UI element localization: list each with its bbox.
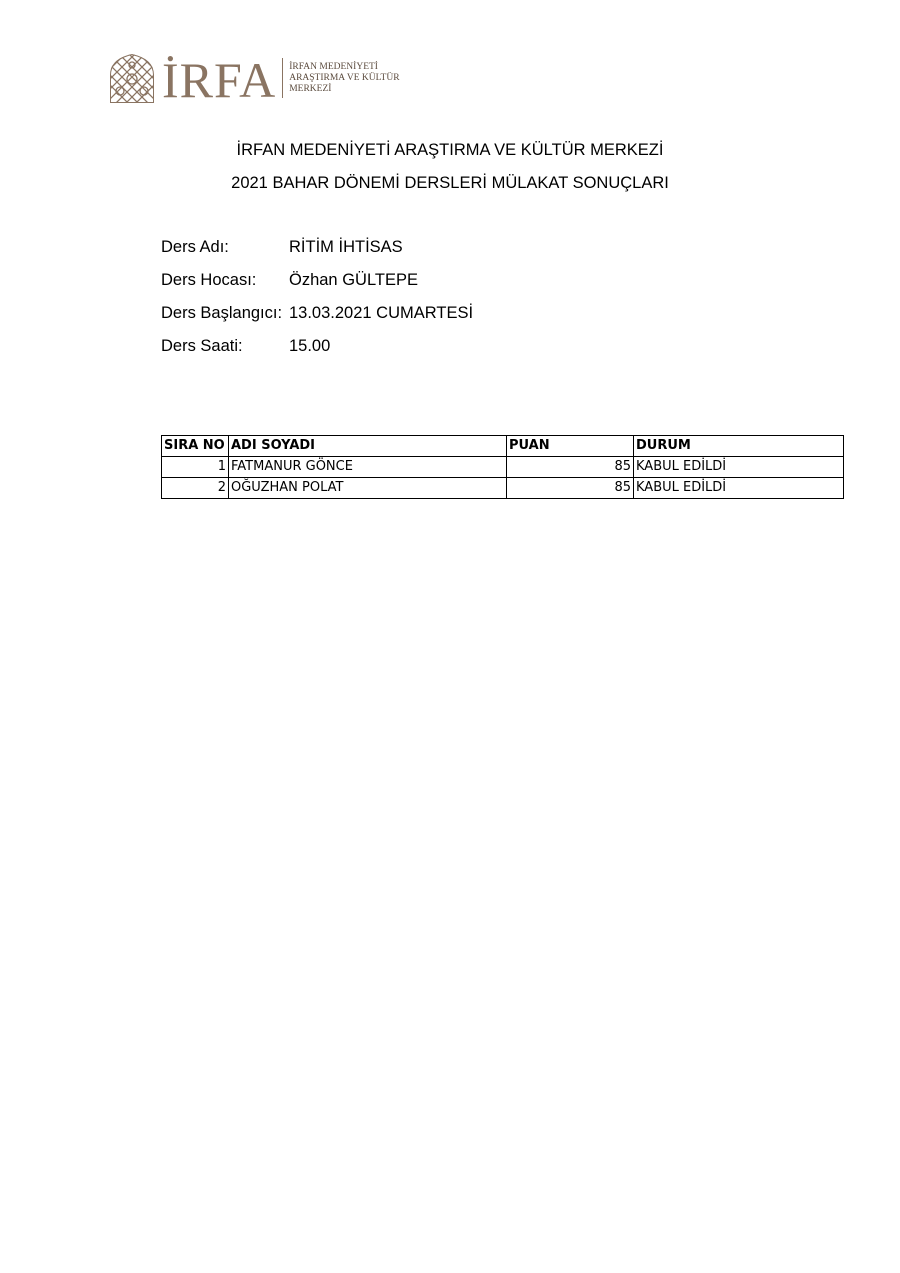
start-date-label: Ders Başlangıcı: (161, 304, 283, 322)
cell-status: KABUL EDİLDİ (634, 478, 844, 499)
logo (108, 52, 400, 108)
table-row (162, 478, 844, 499)
start-date-value: 13.03.2021 CUMARTESİ (289, 304, 474, 322)
column-header-sira-no: SIRA NO (162, 436, 229, 457)
column-header-status: DURUM (634, 436, 844, 457)
cell-score: 85 (507, 457, 634, 478)
instructor-label: Ders Hocası: (161, 271, 257, 289)
course-time-label: Ders Saati: (161, 337, 243, 355)
document-title: İRFAN MEDENİYETİ ARAŞTIRMA VE KÜLTÜR MERKEZİ (236, 141, 664, 159)
cell-score: 85 (507, 478, 634, 499)
instructor-row (161, 271, 473, 304)
start-date-row (161, 304, 473, 337)
table-header-row (162, 436, 844, 457)
column-header-name: ADI SOYADI (229, 436, 507, 457)
logo-wordmark: İRFA (162, 52, 277, 108)
column-header-score: PUAN (507, 436, 634, 457)
logo-divider (282, 58, 283, 98)
course-name-label: Ders Adı: (161, 238, 229, 256)
cell-sira-no: 1 (162, 457, 229, 478)
course-name-row (161, 238, 473, 271)
course-time-row (161, 337, 473, 370)
results-table (161, 435, 844, 499)
cell-status: KABUL EDİLDİ (634, 457, 844, 478)
instructor-value: Özhan GÜLTEPE (289, 271, 418, 289)
course-time-value: 15.00 (289, 337, 331, 355)
course-name-value: RİTİM İHTİSAS (289, 238, 403, 256)
logo-subtitle: İRFAN MEDENİYETİ ARAŞTIRMA VE KÜLTÜR MERKEZİ (289, 61, 400, 94)
document-subtitle: 2021 BAHAR DÖNEMİ DERSLERİ MÜLAKAT SONUÇLARI (231, 174, 669, 192)
table-row (162, 457, 844, 478)
cell-name: FATMANUR GÖNCE (229, 457, 507, 478)
course-info (161, 238, 473, 370)
lattice-arch-icon (108, 53, 156, 103)
cell-sira-no: 2 (162, 478, 229, 499)
cell-name: OĞUZHAN POLAT (229, 478, 507, 499)
